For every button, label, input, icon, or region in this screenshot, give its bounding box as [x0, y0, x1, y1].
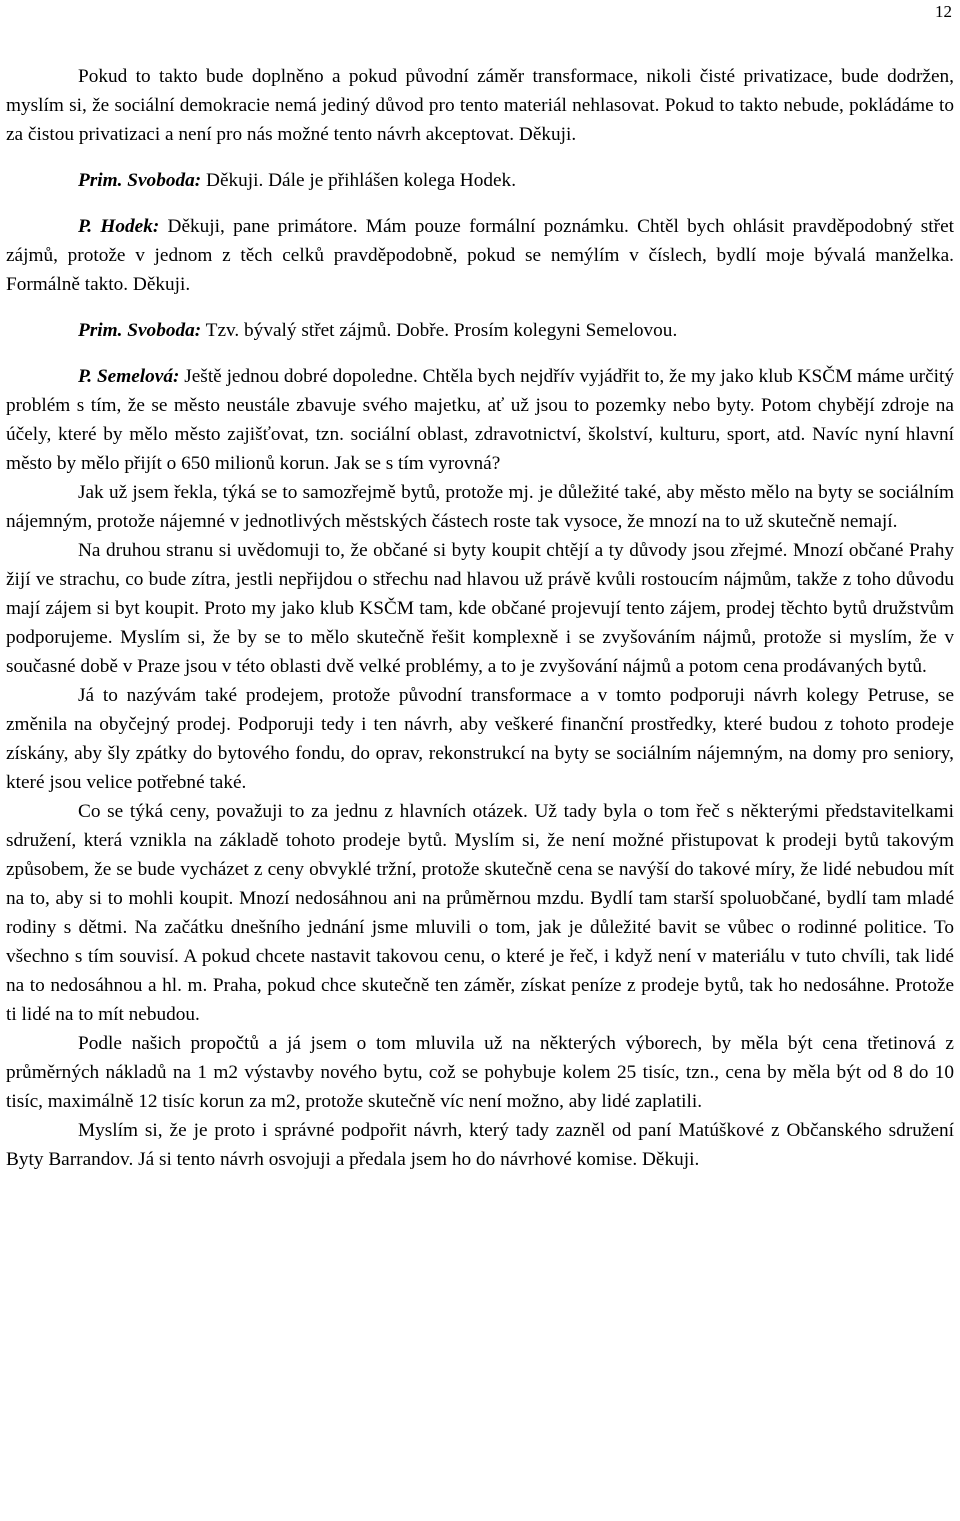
paragraph-text: Na druhou stranu si uvědomuji to, že občané si byty koupit chtějí a ty důvody jsou zřejmé. Mnozí občané Prahy žijí ve strachu, co bude zítra, jestli nepřijdou o střechu nad hlavou už právě kvůli rostoucím nájmům, takže z toho důvodu mají zájem si byt koupit. Proto my jako klub KSČM tam, kde občané projevují tento zájem, prodej těchto bytů družstvům podporujeme. Myslím si, že by se to mělo skutečně řešit komplexně i se zvyšováním nájmů, protože si myslím, že v současné době v Praze jsou v této oblasti dvě velké problémy, a to je zvyšování nájmů a potom cena prodávaných bytů. [6, 540, 954, 677]
speech-paragraph [6, 316, 954, 345]
paragraph-text: Myslím si, že je proto i správné podpořit návrh, který tady zazněl od paní Matúškové z Občanského sdružení Byty Barrandov. Já si tento návrh osvojuji a předala jsem ho do návrhové komise. Děkuji. [6, 1120, 954, 1170]
paragraph [6, 478, 954, 536]
speaker-name: Prim. Svoboda: [78, 320, 202, 341]
paragraph [6, 62, 954, 149]
paragraph-text: Co se týká ceny, považuji to za jednu z hlavních otázek. Už tady byla o tom řeč s některými představitelkami sdružení, která vznikla na základě tohoto prodeje bytů. Myslím si, že není možné přistupovat k prodeji bytů takovým způsobem, že se bude vycházet z ceny obvyklé tržní, protože skutečně cena se navýší do takové míry, že lidé nebudou mít na to, aby si to mohli koupit. Mnozí nedosáhnou ani na průměrnou mzdu. Bydlí tam starší spoluobčané, bydlí tam mladé rodiny s dětmi. Na začátku dnešního jednání jsme mluvili o tom, jak je důležité bavit se vůbec o rodinné politice. To všechno s tím souvisí. A pokud chcete nastavit takovou cenu, o které je řeč, i když není v materiálu v tuto chvíli, tak lidé na to nedosáhnou a hl. m. Praha, pokud chce skutečně ten záměr, získat peníze z prodeje bytů, tak ho nedosáhne. Protože ti lidé na to mít nebudou. [6, 801, 954, 1025]
speech-paragraph [6, 362, 954, 478]
speech-paragraph [6, 212, 954, 299]
speech-text: Tzv. bývalý střet zájmů. Dobře. Prosím kolegyni Semelovou. [205, 320, 678, 341]
paragraph [6, 1029, 954, 1116]
speech-text: Děkuji. Dále je přihlášen kolega Hodek. [206, 170, 517, 191]
speaker-name: P. Semelová: [78, 366, 180, 387]
paragraph [6, 681, 954, 797]
speech-text: Ještě jednou dobré dopoledne. Chtěla bych nejdřív vyjádřit to, že my jako klub KSČM máme určitý problém s tím, že se město neustále zbavuje svého majetku, ať už jsou to pozemky nebo byty. Potom chybějí zdroje na účely, které by mělo město zajišťovat, tzn. sociální oblast, zdravotnictví, školství, kulturu, sport, atd. Navíc nyní hlavní město by mělo přijít o 650 milionů korun. Jak se s tím vyrovná? [6, 366, 954, 474]
speech-text: Děkuji, pane primátore. Mám pouze formální poznámku. Chtěl bych ohlásit pravděpodobný střet zájmů, protože v jednom z těch celků pravděpodobně, pokud se nemýlím v číslech, bydlí moje bývalá manželka. Formálně takto. Děkuji. [6, 216, 954, 295]
paragraph-text: Podle našich propočtů a já jsem o tom mluvila už na některých výborech, by měla být cena třetinová z průměrných nákladů na 1 m2 výstavby nového bytu, což se pohybuje kolem 25 tisíc, tzn., cena by měla být od 8 do 10 tisíc, maximálně 12 tisíc korun za m2, protože skutečně víc není možno, aby lidé zaplatili. [6, 1033, 954, 1112]
speech-paragraph [6, 166, 954, 195]
page-number: 12 [935, 2, 952, 21]
speaker-name: Prim. Svoboda: [78, 170, 202, 191]
paragraph [6, 536, 954, 681]
speaker-name: P. Hodek: [78, 216, 160, 237]
paragraph-text: Já to nazývám také prodejem, protože původní transformace a v tomto podporuji návrh kolegy Petruse, se změnila na obyčejný prodej. Podporuji tedy i ten návrh, aby veškeré finanční prostředky, které budou z tohoto prodeje získány, aby šly zpátky do bytového fondu, do oprav, rekonstrukcí na byty se sociálním nájemným, na domy pro seniory, které jsou velice potřebné také. [6, 685, 954, 793]
paragraph-text: Jak už jsem řekla, týká se to samozřejmě bytů, protože mj. je důležité také, aby město mělo na byty se sociálním nájemným, protože nájemné v jednotlivých městských částech roste tak vysoce, že mnozí na to už skutečně nemají. [6, 482, 954, 532]
document-body [6, 62, 954, 1174]
paragraph-text: Pokud to takto bude doplněno a pokud původní záměr transformace, nikoli čisté privatizace, bude dodržen, myslím si, že sociální demokracie nemá jediný důvod pro tento materiál nehlasovat. Pokud to takto nebude, pokládáme to za čistou privatizaci a není pro nás možné tento návrh akceptovat. Děkuji. [6, 66, 954, 145]
paragraph [6, 1116, 954, 1174]
paragraph [6, 797, 954, 1029]
